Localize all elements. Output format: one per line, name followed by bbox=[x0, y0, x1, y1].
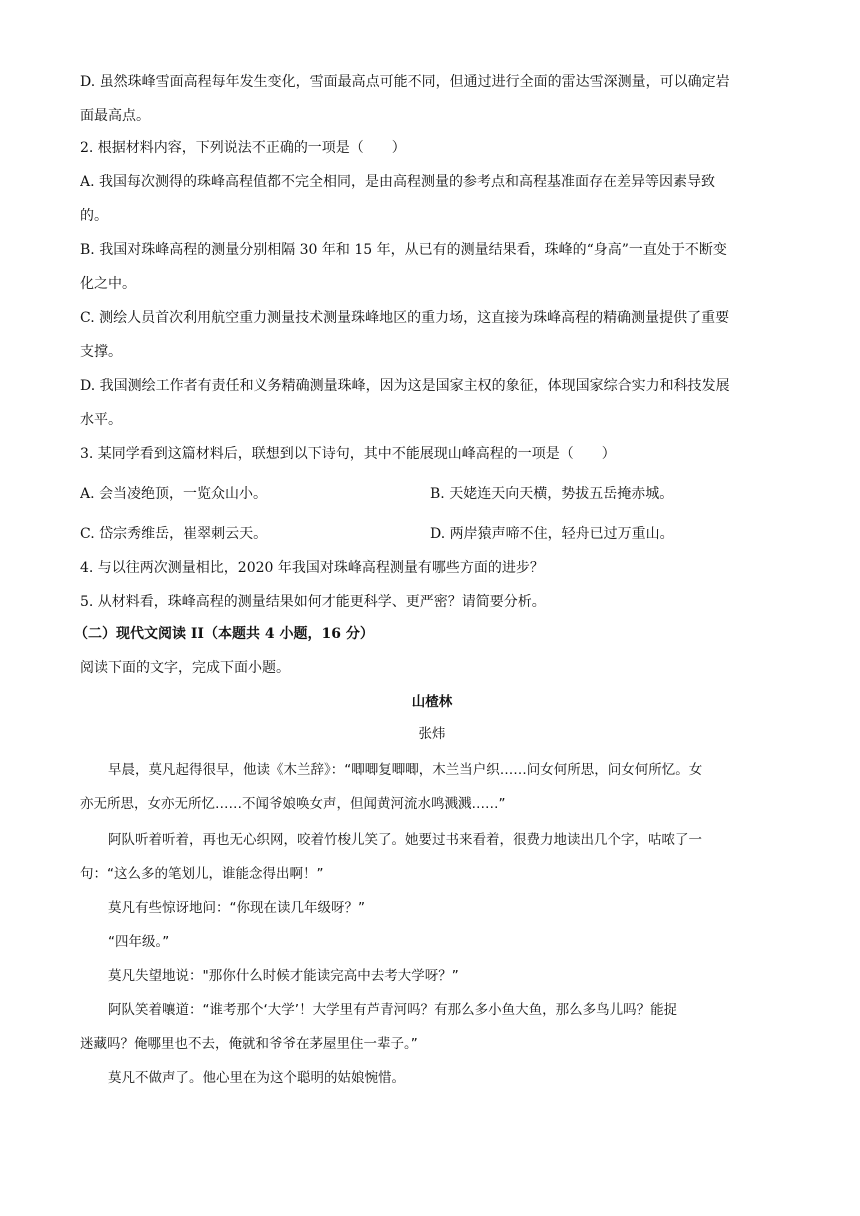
story-paragraph-4: “四年级。” bbox=[108, 934, 170, 950]
q2-option-b-line1: B. 我国对珠峰高程的测量分别相隔 30 年和 15 年，从已有的测量结果看，珠峰的“身高”一直处于不断变 bbox=[80, 242, 727, 258]
q1-option-d-line1: D. 虽然珠峰雪面高程每年发生变化，雪面最高点可能不同，但通过进行全面的雷达雪深测量，可以确定岩 bbox=[80, 74, 730, 90]
q2-stem-after: 的一项是（ ） bbox=[293, 140, 406, 156]
story-paragraph-1-line2: 亦无所思，女亦无所忆……不闻爷娘唤女声，但闻黄河流水鸣溅溅……” bbox=[80, 796, 506, 812]
q2-stem bbox=[80, 138, 784, 158]
reading-instruction: 阅读下面的文字，完成下面小题。 bbox=[80, 660, 290, 676]
q1-option-d-line2: 面最高点。 bbox=[80, 108, 150, 124]
story-paragraph-3: 莫凡有些惊讶地问：“你现在读几年级呀？” bbox=[108, 900, 365, 916]
section-heading: （二）现代文阅读 II（本题共 4 小题，16 分） bbox=[74, 626, 374, 642]
q2-option-d-line1: D. 我国测绘工作者有责任和义务精确测量珠峰，因为这是国家主权的象征，体现国家综合实力和科技发展 bbox=[80, 378, 730, 394]
q3-stem-after: 展现山峰高程的一项是（ ） bbox=[419, 446, 616, 462]
q2-option-c-line2: 支撑。 bbox=[80, 344, 122, 360]
emphasis-dot-char: 不 bbox=[251, 140, 266, 156]
story-paragraph-6-line1: 阿队笑着嚷道：“谁考那个‘大学’！大学里有芦青河吗？有那么多小鱼大鱼，那么多鸟儿吗？能捉 bbox=[108, 1002, 678, 1018]
q2-option-b-line2: 化之中。 bbox=[80, 276, 136, 292]
story-paragraph-6-line2: 迷藏吗？俺哪里也不去，俺就和爷爷在茅屋里住一辈子。” bbox=[80, 1036, 418, 1052]
story-author: 张炜 bbox=[418, 726, 446, 742]
q3-option-c: C. 岱宗秀维岳，崔翠刺云天。 bbox=[80, 526, 268, 542]
q3-stem bbox=[80, 444, 784, 464]
q3-stem-before: 3. 某同学看到这篇材料后，联想到以下诗句，其中 bbox=[80, 446, 392, 462]
q2-option-a-line2: 的。 bbox=[80, 208, 108, 224]
story-paragraph-5: 莫凡失望地说："那你什么时候才能读完高中去考大学呀？” bbox=[108, 968, 459, 984]
q3-option-b: B. 天姥连天向天横，势拔五岳掩赤城。 bbox=[430, 486, 674, 502]
emphasis-dot-char: 正 bbox=[265, 140, 280, 156]
story-title: 山楂林 bbox=[411, 694, 453, 710]
q3-option-d: D. 两岸猿声啼不住，轻舟已过万重山。 bbox=[430, 526, 674, 542]
story-paragraph-2-line2: 句：“这么多的笔划儿，谁能念得出啊！” bbox=[80, 866, 324, 882]
emphasis-dot-char: 能 bbox=[405, 446, 420, 462]
story-paragraph-1-line1: 早晨，莫凡起得很早，他读《木兰辞》：“唧唧复唧唧，木兰当户织……问女何所思，问女何所忆。女 bbox=[108, 762, 703, 778]
q2-option-d-line2: 水平。 bbox=[80, 412, 122, 428]
q5-stem: 5. 从材料看，珠峰高程的测量结果如何才能更科学、更严密？请简要分析。 bbox=[80, 594, 546, 610]
q3-option-a: A. 会当凌绝顶，一览众山小。 bbox=[80, 486, 268, 502]
q2-option-a-line1: A. 我国每次测得的珠峰高程值都不完全相同，是由高程测量的参考点和高程基准面存在差异等因素导致 bbox=[80, 174, 716, 190]
q4-stem: 4. 与以往两次测量相比，2020 年我国对珠峰高程测量有哪些方面的进步？ bbox=[80, 560, 544, 576]
q2-option-c-line1: C. 测绘人员首次利用航空重力测量技术测量珠峰地区的重力场，这直接为珠峰高程的精确测量提供了重要 bbox=[80, 310, 730, 326]
emphasis-dot-char: 不 bbox=[391, 446, 406, 462]
q2-stem-before: 2. 根据材料内容，下列说法 bbox=[80, 140, 252, 156]
story-paragraph-7: 莫凡不做声了。他心里在为这个聪明的姑娘惋惜。 bbox=[108, 1070, 405, 1086]
emphasis-dot-char: 确 bbox=[279, 140, 294, 156]
story-paragraph-2-line1: 阿队听着听着，再也无心织网，咬着竹梭儿笑了。她要过书来看着，很费力地读出几个字，咕哝了一 bbox=[108, 832, 702, 848]
